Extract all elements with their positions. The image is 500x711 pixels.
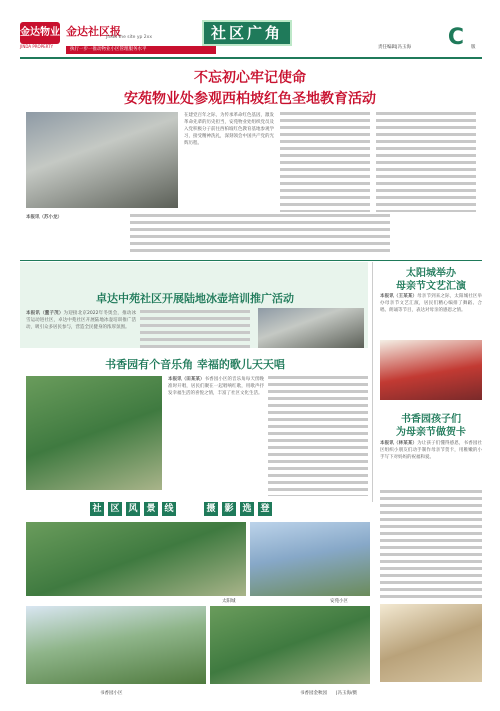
gallery-heading-char: 登	[258, 502, 272, 516]
edition-label: 版	[471, 45, 476, 50]
column-divider	[372, 262, 373, 502]
gallery-photo-anyuan	[250, 522, 370, 596]
kids-photo	[380, 604, 482, 682]
gallery-photo-shuxiang	[26, 606, 206, 684]
ice-story-headline: 卓达中苑社区开展陆地冰壶培训推广活动	[96, 292, 294, 305]
music-story-body-col-2	[268, 376, 368, 496]
masthead-logo-subtitle: JINDA PROPERTY	[20, 44, 54, 49]
ice-story-body-col-2	[140, 310, 250, 350]
lead-body-col-2	[280, 112, 370, 212]
gallery-heading-char: 区	[108, 502, 122, 516]
lead-body-bottom	[130, 214, 390, 254]
kids-body: 本报讯（林某某）为让孩子们懂得感恩，书香园社区组织小朋友们动手制作母亲节贺卡，用稚嫩的小手写下对妈妈的祝福和爱。	[380, 441, 482, 460]
masthead-title: 金达社区报	[66, 25, 121, 38]
gallery-caption-1: 太阳城	[222, 599, 236, 604]
masthead-rule	[20, 57, 482, 59]
gallery-heading-char: 摄	[204, 502, 218, 516]
gallery-heading-char: 选	[240, 502, 254, 516]
gallery-heading-char: 线	[162, 502, 176, 516]
gallery-photo-jinqiu	[210, 606, 370, 684]
gallery-heading-char: 影	[222, 502, 236, 516]
music-story-headline: 书香园有个音乐角 幸福的歌儿天天唱	[105, 358, 285, 371]
gallery-caption-2: 安苑小区	[330, 599, 348, 604]
section-banner: 社区广角	[202, 20, 292, 46]
gallery-caption-3: 书香园小区	[100, 691, 123, 696]
gallery-heading	[90, 502, 390, 516]
music-story-body: 本报讯（田某某）书香园小区的音乐角每天傍晚准时开唱，居民们聚在一起唱响红歌，用歌声抒发幸福生活的喜悦之情，丰富了社区文化生活。	[168, 377, 264, 396]
kids-body-continued	[380, 490, 482, 602]
taiyang-headline-1: 太阳城举办	[406, 268, 456, 279]
ice-story-body: 本报讯（董子茂）为迎接北京2022年冬奥会，推动冰雪运动进社区，卓达中苑社区开展陆地冰壶培训推广活动，吸引众多居民参与，营造全民健身的浓厚氛围。	[26, 311, 136, 330]
gallery-photo-taiyang	[26, 522, 246, 596]
masthead-english-title: Jinda the site yp 2xx	[106, 35, 152, 40]
masthead-logo: 金达物业	[20, 22, 60, 44]
lead-body-col-3	[376, 112, 476, 212]
taiyang-headline-2: 母亲节文艺汇演	[396, 281, 466, 292]
taiyang-body: 本报讯（王某某）母亲节到来之际，太阳城社区举办母亲节文艺汇演，居民们精心编排了舞蹈、合唱、朗诵等节目，表达对母亲的感恩之情。	[380, 294, 482, 313]
masthead-slogan-strip: 执行一步一推动物业小区管理服务水平	[66, 46, 216, 54]
gallery-heading-char: 风	[126, 502, 140, 516]
gallery-heading-char: 社	[90, 502, 104, 516]
gallery-heading-gap	[180, 502, 200, 516]
lead-byline: 本报讯（苏小龙）	[26, 215, 62, 220]
section-divider	[20, 260, 482, 261]
ice-story-photo	[258, 308, 364, 348]
music-story-photo	[26, 376, 162, 490]
lead-headline-1: 不忘初心牢记使命	[194, 70, 306, 86]
lead-headline-2: 安苑物业处参观西柏坡红色圣地教育活动	[124, 91, 376, 107]
lead-body-col-1: 在建党百年之际，为传承革命红色基因，激发革命先辈的历史担当，安苑物业处组织党员及入党积极分子前往西柏坡红色教育基地参观学习，接受精神洗礼，深刻领会中国共产党的光辉历程。	[184, 113, 274, 146]
gallery-caption-4: 书香园金秋园	[300, 691, 327, 696]
edition-letter: C	[444, 26, 468, 50]
kids-headline-1: 书香园孩子们	[401, 414, 461, 425]
kids-headline-2: 为母亲节做贺卡	[396, 427, 466, 438]
photo-credit: |冯玉海/摄	[336, 691, 358, 696]
editor-credit: 责任编辑|冯玉海	[378, 45, 412, 50]
gallery-heading-char: 景	[144, 502, 158, 516]
taiyang-photo	[380, 340, 482, 400]
lead-photo	[26, 112, 178, 208]
